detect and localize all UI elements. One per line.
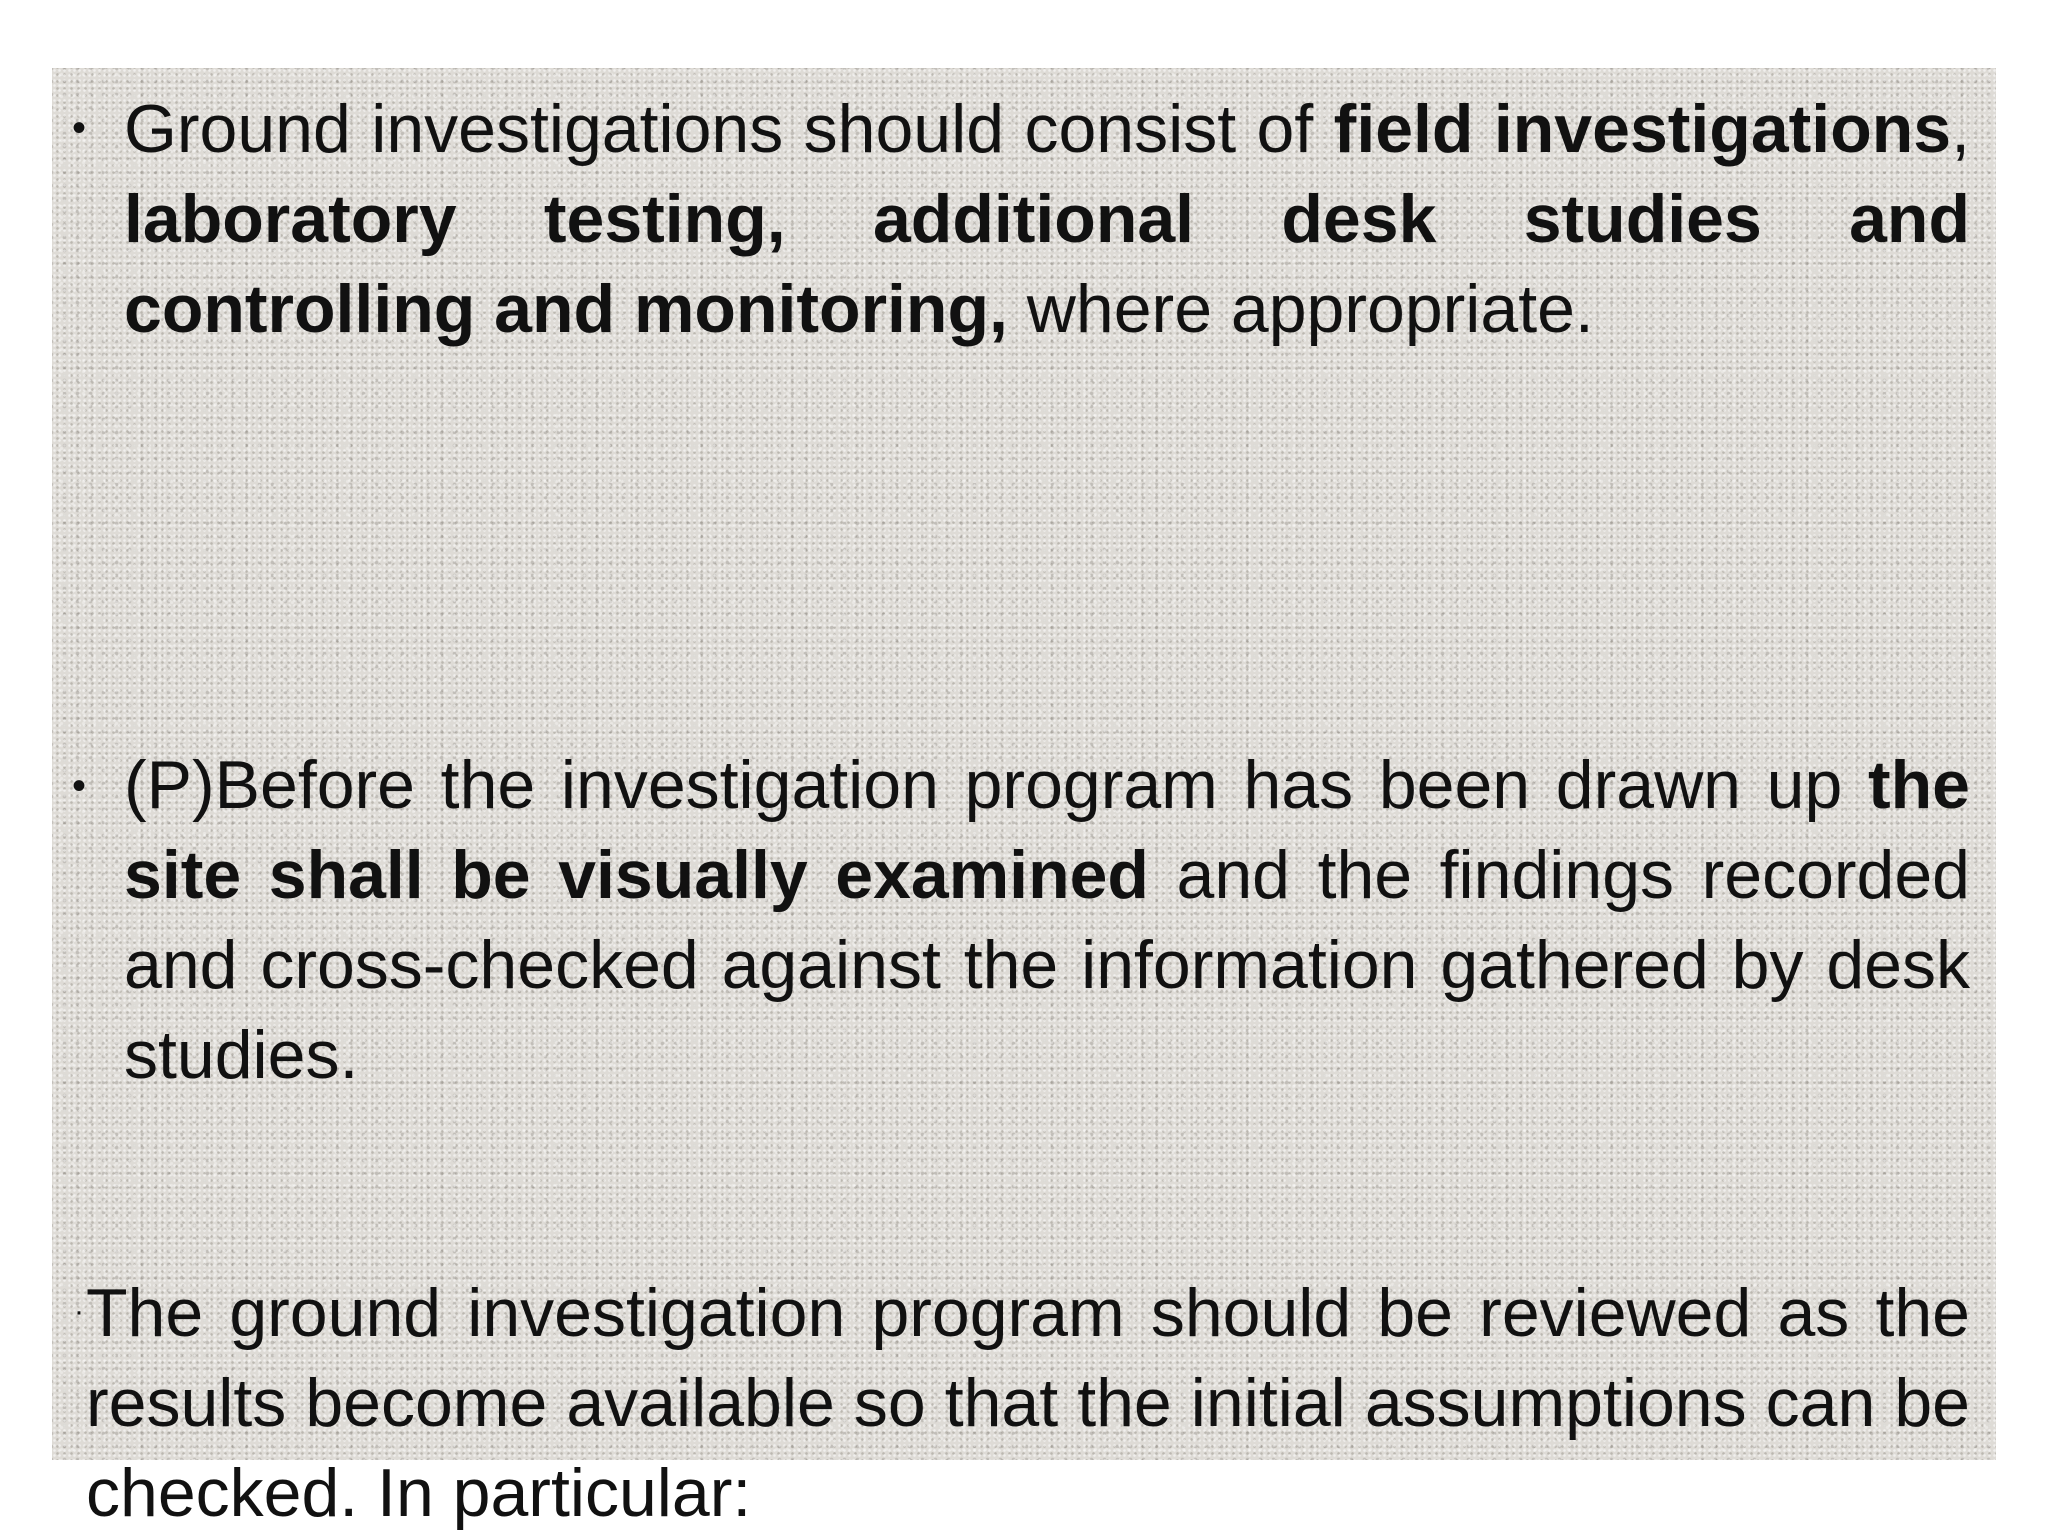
paragraph-ground-investigations	[124, 84, 1970, 354]
p1-bold-2: laboratory testing, additional desk studies and controlling and monitoring,	[124, 181, 1970, 347]
p3-text-1: The ground investigation program should be reviewed as the results become available so that the initial assumptions can be checked. In particular:	[86, 1275, 1970, 1531]
bullet-2: •	[72, 764, 87, 808]
p1-text-1: Ground investigations should consist of	[124, 91, 1334, 167]
p2-bold-1: the site shall be visually examined	[124, 747, 1970, 913]
p1-text-3: where appropriate.	[1007, 271, 1594, 347]
bullet-3: ·	[74, 1295, 84, 1328]
bullet-1: •	[72, 106, 87, 150]
p1-bold-1: field investigations	[1333, 91, 1952, 167]
paragraph-site-visual-examination	[124, 740, 1970, 1100]
p2-text-1: (P)Before the investigation program has been drawn up	[124, 747, 1868, 823]
p2-text-2: and the findings recorded and cross-checked against the information gathered by desk studies.	[124, 837, 1970, 1093]
p1-text-2: ,	[1951, 91, 1970, 167]
paragraph-program-review	[86, 1268, 1970, 1536]
